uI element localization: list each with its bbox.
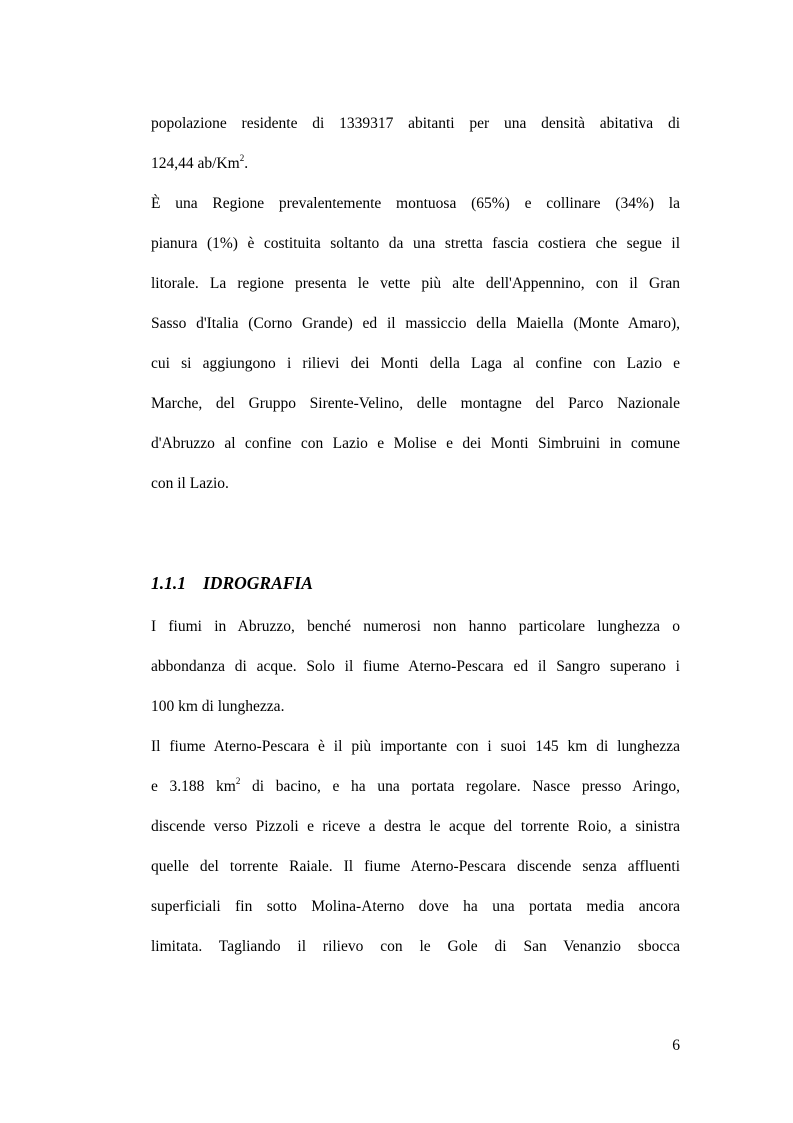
text-fragment: 124,44 ab/Km xyxy=(151,155,240,172)
text-line: Il fiume Aterno-Pescara è il più importante con i suoi 145 km di lunghezza xyxy=(151,738,680,755)
text-line: Sasso d'Italia (Corno Grande) ed il massiccio della Maiella (Monte Amaro), xyxy=(151,315,680,332)
geography-paragraph xyxy=(151,184,680,504)
text-line: limitata. Tagliando il rilievo con le Gole di San Venanzio sbocca xyxy=(151,938,680,955)
text-line: È una Regione prevalentemente montuosa (65%) e collinare (34%) la xyxy=(151,195,680,212)
intro-paragraph xyxy=(151,104,680,184)
text-fragment: . xyxy=(244,155,249,172)
section-heading xyxy=(151,573,313,594)
text-line: superficiali fin sotto Molina-Aterno dove ha una portata media ancora xyxy=(151,898,680,915)
text-line xyxy=(151,144,680,184)
text-line: cui si aggiungono i rilievi dei Monti della Laga al confine con Lazio e xyxy=(151,355,680,372)
text-line: 100 km di lunghezza. xyxy=(151,698,285,715)
text-line: abbondanza di acque. Solo il fiume Aterno-Pescara ed il Sangro superano i xyxy=(151,658,680,675)
superscript: 2 xyxy=(235,776,241,786)
text-line: quelle del torrente Raiale. Il fiume Aterno-Pescara discende senza affluenti xyxy=(151,858,680,875)
superscript: 2 xyxy=(239,153,245,163)
section-number: 1.1.1 xyxy=(151,573,186,593)
text-line: popolazione residente di 1339317 abitanti per una densità abitativa di xyxy=(151,115,680,132)
aterno-paragraph xyxy=(151,727,680,967)
text-line: pianura (1%) è costituita soltanto da una stretta fascia costiera che segue il xyxy=(151,235,680,252)
text-fragment: e 3.188 km xyxy=(151,778,236,795)
text-line: discende verso Pizzoli e riceve a destra le acque del torrente Roio, a sinistra xyxy=(151,818,680,835)
text-line: litorale. La regione presenta le vette più alte dell'Appennino, con il Gran xyxy=(151,275,680,292)
text-line xyxy=(151,767,680,807)
rivers-paragraph xyxy=(151,607,680,727)
page-number: 6 xyxy=(672,1037,680,1054)
text-line: I fiumi in Abruzzo, benché numerosi non hanno particolare lunghezza o xyxy=(151,618,680,635)
section-title: IDROGRAFIA xyxy=(203,573,313,593)
text-line: con il Lazio. xyxy=(151,475,229,492)
text-fragment: di bacino, e ha una portata regolare. Nasce presso Aringo, xyxy=(240,778,681,795)
text-line: Marche, del Gruppo Sirente-Velino, delle montagne del Parco Nazionale xyxy=(151,395,680,412)
text-line: d'Abruzzo al confine con Lazio e Molise e dei Monti Simbruini in comune xyxy=(151,435,680,452)
